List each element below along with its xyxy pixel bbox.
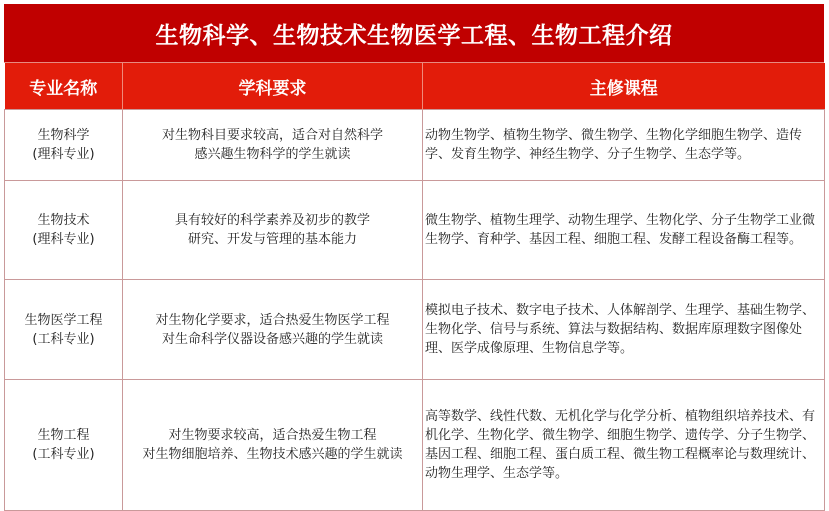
requirement-line: 研究、开发与管理的基本能力 [187, 232, 357, 247]
column-header-major-name: 专业名称 [5, 63, 123, 110]
majors-table [4, 63, 825, 511]
major-category: (工科专业) [32, 447, 95, 462]
table-row [5, 280, 825, 380]
courses-text: 模拟电子技术、数字电子技术、人体解剖学、生理学、基础生物学、生物化学、信号与系统、算法与数据结构、数据库原理数字图像处理、医学成像原理、生物信息学等。 [425, 303, 816, 356]
major-name-cell [5, 110, 123, 181]
requirement-line: 对生物科目要求较高，适合对自然科学 [161, 128, 383, 143]
table-row [5, 380, 825, 511]
column-header-courses: 主修课程 [423, 63, 825, 110]
requirement-cell [123, 280, 423, 380]
major-name: 生物科学 [37, 128, 90, 143]
majors-table-container [4, 4, 824, 511]
requirement-line: 感兴趣生物科学的学生就读 [194, 147, 351, 162]
requirement-cell [123, 110, 423, 181]
requirement-line: 对生物化学要求，适合热爱生物医学工程 [155, 312, 390, 328]
requirement-line: 对生物细胞培养、生物技术感兴趣的学生就读 [142, 447, 403, 462]
table-row [5, 110, 825, 181]
table-title: 生物科学、生物技术生物医学工程、生物工程介绍 [4, 4, 824, 63]
requirement-line: 对生物要求较高，适合热爱生物工程 [168, 428, 377, 443]
major-name: 生物工程 [37, 428, 90, 443]
courses-cell [423, 181, 825, 280]
requirement-cell [123, 181, 423, 280]
major-name-cell [5, 380, 123, 511]
major-name-cell [5, 181, 123, 280]
major-name: 生物医学工程 [24, 312, 103, 328]
courses-text: 动物生物学、植物生物学、微生物学、生物化学细胞生物学、造传学、发育生物学、神经生物学、分子生物学、生态学等。 [425, 128, 803, 162]
courses-text: 高等数学、线性代数、无机化学与化学分析、植物组织培养技术、有机化学、生物化学、微生物学、细胞生物学、遗传学、分子生物学、基因工程、细胞工程、蛋白质工程、微生物工程概率论与数理统计、动物生理学、生态学等。 [425, 409, 816, 481]
major-category: (理科专业) [32, 232, 95, 247]
major-name-cell [5, 280, 123, 380]
column-header-requirements: 学科要求 [123, 63, 423, 110]
header-row [5, 63, 825, 110]
major-category: (理科专业) [32, 147, 95, 162]
major-name: 生物技术 [37, 213, 90, 228]
requirement-line: 对生命科学仪器设备感兴趣的学生就读 [161, 331, 383, 347]
courses-text: 微生物学、植物生理学、动物生理学、生物化学、分子生物学工业微生物学、育种学、基因工程、细胞工程、发酵工程设备酶工程等。 [425, 213, 816, 247]
requirement-cell [123, 380, 423, 511]
table-row [5, 181, 825, 280]
major-category: (工科专业) [32, 331, 95, 347]
requirement-line: 具有较好的科学素养及初步的教学 [174, 213, 370, 228]
courses-cell [423, 280, 825, 380]
courses-cell [423, 110, 825, 181]
courses-cell [423, 380, 825, 511]
